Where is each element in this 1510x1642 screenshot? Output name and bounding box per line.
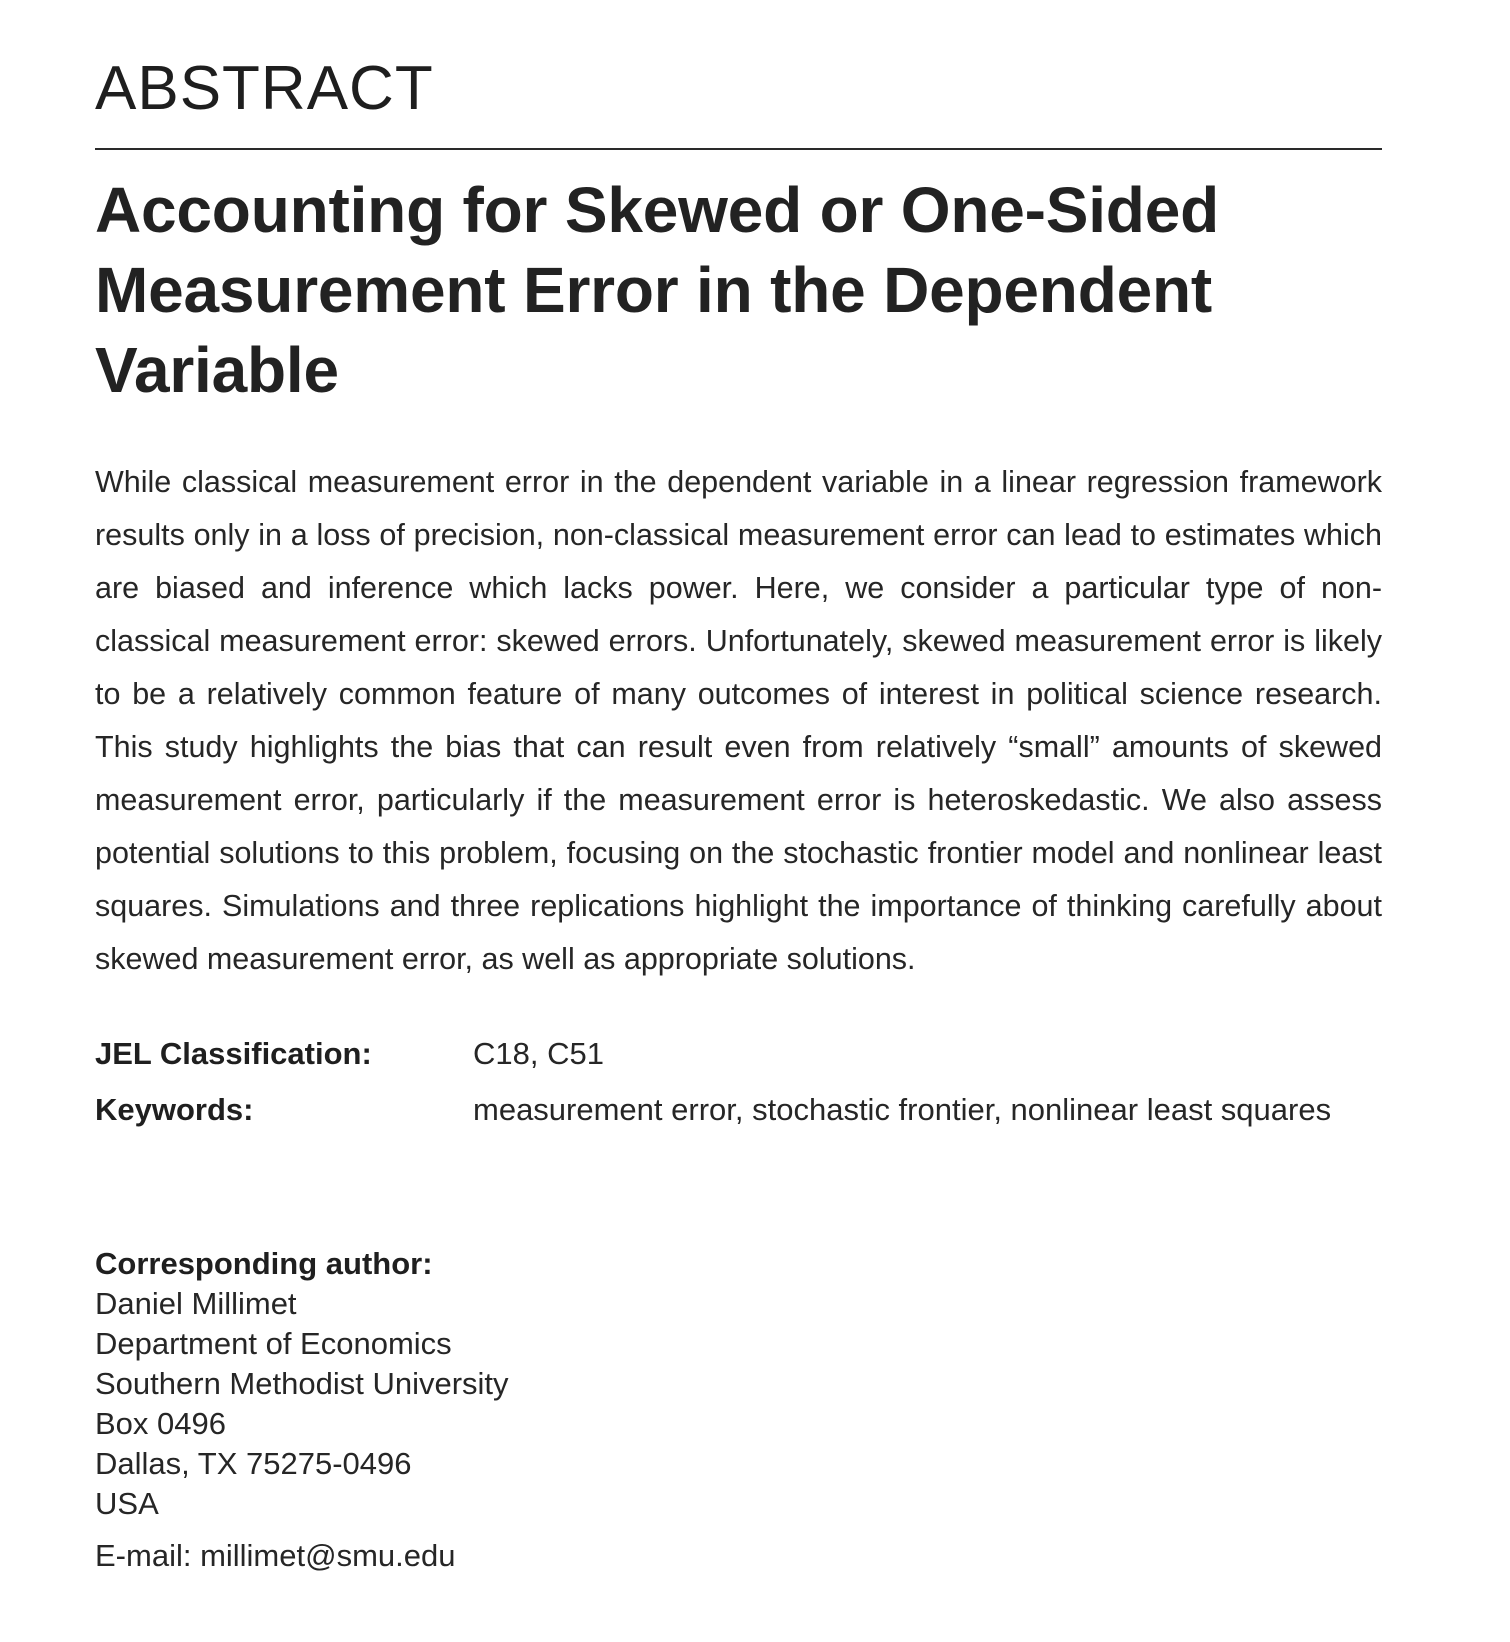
author-email[interactable]: E-mail: millimet@smu.edu (95, 1538, 456, 1573)
section-label: ABSTRACT (95, 54, 434, 123)
header-divider (95, 148, 1382, 150)
author-name: Daniel Millimet (95, 1286, 297, 1321)
author-box: Box 0496 (95, 1406, 226, 1441)
corresponding-author-label: Corresponding author: (95, 1246, 433, 1281)
jel-classification-row (95, 1034, 1382, 1074)
jel-label: JEL Classification: (95, 1036, 372, 1071)
abstract-text: While classical measurement error in the dependent variable in a linear regression framework results only in a loss of precision, non-classical measurement error can lead to estimates which are biased and inference which lacks power. Here, we consider a particular type of non-classical measurement error: skewed errors. Unfortunately, skewed measurement error is likely to be a relatively common feature of many outcomes of interest in political science research. This study highlights the bias that can result even from relatively “small” amounts of skewed measurement error, particularly if the measurement error is heteroskedastic. We also assess potential solutions to this problem, focusing on the stochastic frontier model and nonlinear least squares. Simulations and three replications highlight the importance of thinking carefully about skewed measurement error, as well as appropriate solutions. (95, 465, 1382, 976)
keywords-label: Keywords: (95, 1092, 254, 1127)
author-country: USA (95, 1486, 159, 1521)
corresponding-author-block (95, 1244, 995, 1576)
author-university: Southern Methodist University (95, 1366, 509, 1401)
author-city: Dallas, TX 75275-0496 (95, 1446, 412, 1481)
keywords-row (95, 1090, 1382, 1130)
paper-title: Accounting for Skewed or One-Sided Measurement Error in the Dependent Variable (95, 174, 1219, 406)
jel-value: C18, C51 (473, 1036, 604, 1071)
author-department: Department of Economics (95, 1326, 452, 1361)
keywords-value: measurement error, stochastic frontier, nonlinear least squares (473, 1092, 1332, 1127)
